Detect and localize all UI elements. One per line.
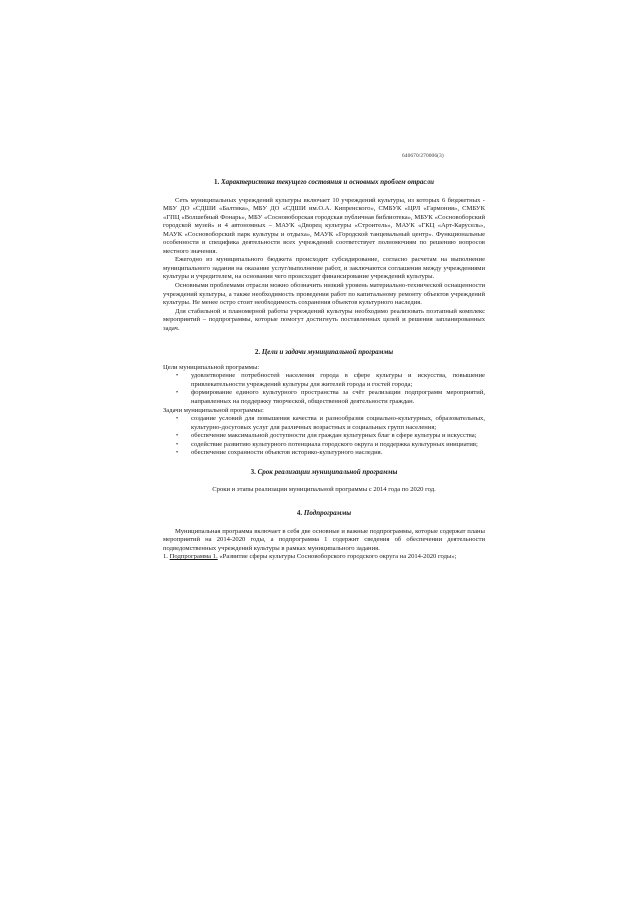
- document-code: 640670/270006(3): [402, 153, 444, 159]
- subprogram-item-text: «Развитие сферы культуры Сосновоборского городского округа на 2014-2020 годы»;: [219, 553, 457, 561]
- tasks-label: Задачи муниципальной программы:: [163, 406, 264, 414]
- section-2-number: 2.: [254, 348, 261, 357]
- goals-list: [163, 372, 485, 406]
- task-item: • обеспечение сохранности объектов историко-культурного наследия.: [176, 449, 383, 457]
- goal-item: • формирование единого культурного пространства за счёт реализации подпрограмм мероприятий, направленных на поддержку творческой, общественной деятельности граждан.: [176, 389, 485, 406]
- bullet-icon: •: [176, 390, 179, 397]
- subprogram-item-number: 1.: [163, 553, 168, 561]
- section-1-paragraph: Для стабильной и планомерной работы учреждений культуры необходимо реализовать поэтапный комплекс мероприятий – подпрограммы, которые помогут достигнуть поставленных целей и решения запланированных задач.: [163, 307, 485, 332]
- goal-item: • удовлетворение потребностей населения города в сфере культуры и искусства, повышение привлекательности учреждений культуры для жителей города и гостей города;: [176, 372, 485, 388]
- section-1-paragraph: Сеть муниципальных учреждений культуры включает 10 учреждений культуры, из которых 6 бюджетных - МБУ ДО «СДШИ «Балтика», МБУ ДО «СДШИ им.О.А. Кипренского», СМБУК «ЦРЛ «Гармония», СМБУК «ГПЦ «Волшебный Фонарь», МБУ «Сосновоборская городская публичная библиотека», МБУК «Сосновоборский городской музей» и 4 автономных – МАУК «Дворец культуры «Строитель», МАУК «ГКЦ «Арт-Карусель», МАУК «Сосновоборский парк культуры и отдыха», МАУК «Городской танцевальный центр». Функциональные особенности и специфика деятельности всех учреждений соответствует полномочиям по решению вопросов местного значения.: [163, 196, 485, 255]
- bullet-icon: •: [176, 441, 179, 448]
- tasks-list: [163, 415, 485, 458]
- section-3-number: 3.: [250, 467, 256, 476]
- section-3-text: Сроки и этапы реализации муниципальной программы с 2014 года по 2020 год.: [212, 486, 436, 494]
- document-body: [163, 178, 485, 562]
- task-item: • создание условий для повышения качества и разнообразия социально-культурных, образовательных, культурно-досуговых услуг для различных возрастных и социальных групп населения;: [176, 415, 485, 431]
- section-3-heading: [163, 468, 485, 477]
- section-1-paragraph: Ежегодно из муниципального бюджета происходит субсидирование, согласно расчетам на выполнение муниципального задания на оказание услуг/выполнение работ, и заключаются соглашения между учреждениями культуры и учредителем, на основании чего происходит финансирование учреждений культуры.: [163, 256, 485, 281]
- section-2-heading: [163, 348, 485, 357]
- subprogram-item: [163, 553, 485, 562]
- section-2-title: Цели и задачи муниципальной программы: [261, 348, 394, 357]
- section-4-title: Подпрограммы: [303, 508, 352, 517]
- goals-label: Цели муниципальной программы:: [163, 363, 260, 371]
- task-item: • содействие развитию культурного потенциала городского округа и поддержка культурных инициатив;: [176, 440, 478, 448]
- bullet-icon: •: [176, 450, 179, 457]
- section-1-title: Характеристика текущего состояния и основных проблем отрасли: [220, 178, 435, 186]
- section-1-heading: [163, 178, 485, 187]
- bullet-icon: •: [176, 373, 179, 380]
- section-3-title: Срок реализации муниципальной программы: [257, 467, 398, 476]
- task-item: • обеспечение максимальной доступности для граждан культурных благ в сфере культуры и искусства;: [176, 432, 477, 440]
- section-1-paragraph: Основными проблемами отрасли можно обозначить низкий уровень материально-технической оснащенности учреждений культуры, а также необходимость проведения работ по капитальному ремонту объектов учреждений культуры. Не менее остро стоит необходимость сохранения объектов культурного наследия.: [163, 282, 485, 307]
- bullet-icon: •: [176, 416, 179, 423]
- section-4-number: 4.: [296, 508, 303, 517]
- section-4-heading: [163, 509, 485, 518]
- bullet-icon: •: [176, 433, 179, 440]
- subprogram-1-link[interactable]: Подпрограмма 1.: [169, 553, 218, 561]
- section-4-paragraph: Муниципальная программа включает в себя две основные и важные подпрограммы, которые содержат планы мероприятий на 2014-2020 годы, а подпрограмма 1 содержит сведения об обеспечении деятельности подведомственных учреждений культуры в рамках муниципального задания.: [163, 527, 485, 552]
- section-1-number: 1.: [213, 178, 220, 186]
